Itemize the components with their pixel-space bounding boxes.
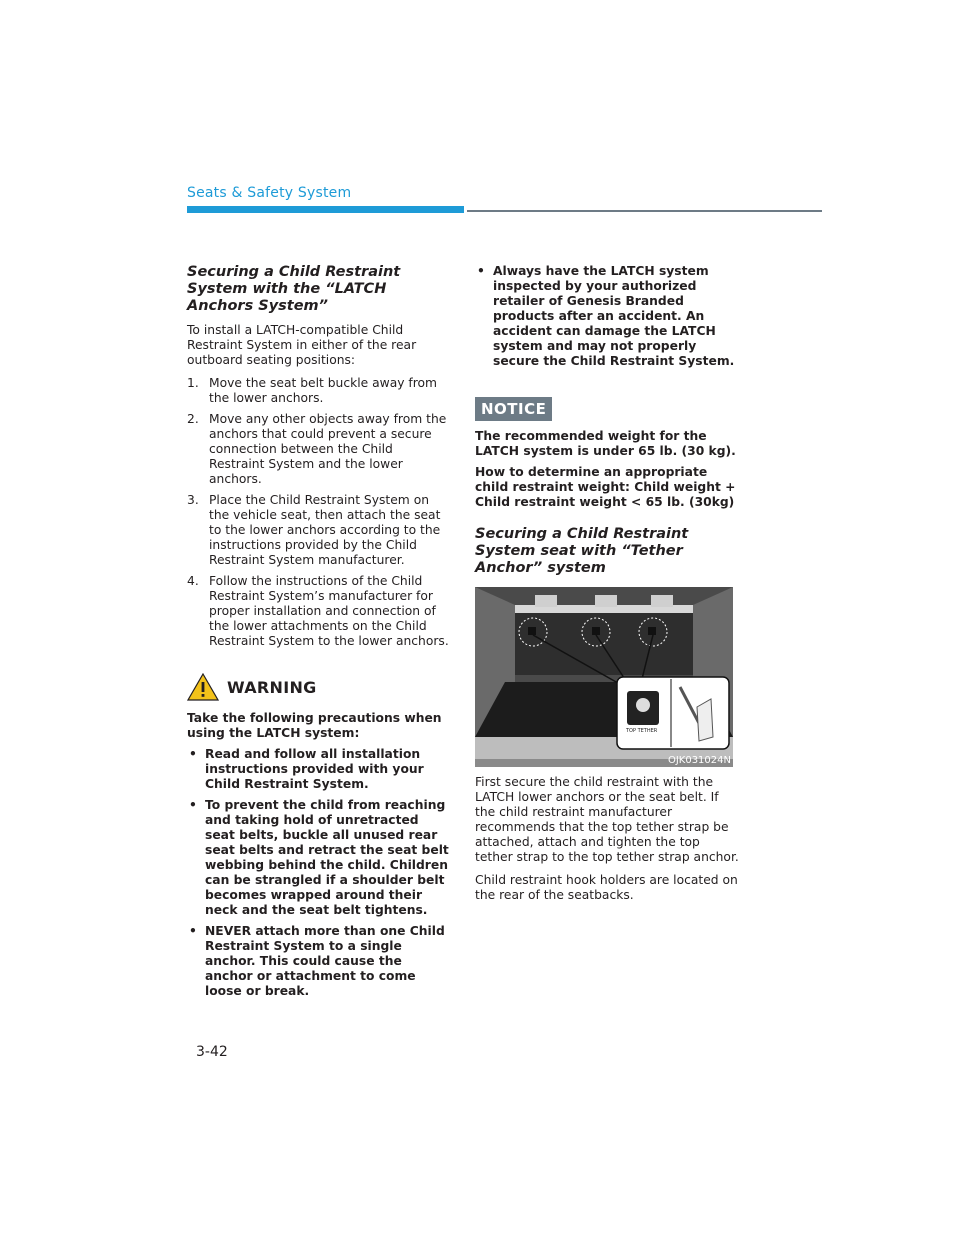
header-rule-thick (187, 206, 464, 213)
step-item (187, 574, 452, 649)
step-text: Follow the instructions of the Child Restraint System’s manufacturer for proper installation and connection of the lower attachments on the Child Restraint System to the lower anchors. (209, 574, 449, 648)
warning-bullet: • NEVER attach more than one Child Restraint System to a single anchor. This could cause the anchor or attachment to come loose or break. (187, 924, 452, 999)
latch-intro: To install a LATCH-compatible Child Restraint System in either of the rear outboard seating positions: (187, 323, 417, 367)
tether-heading: Securing a Child Restraint System seat with “Tether Anchor” system (475, 526, 689, 576)
tether-para-1: First secure the child restraint with the LATCH lower anchors or the seat belt. If the child restraint manufacturer recommends that the top tether strap be attached, attach and tighten the top tether strap to the top tether strap anchor. (475, 775, 739, 864)
step-number: 2. (187, 412, 199, 426)
step-item (187, 412, 452, 487)
warning-bullets (187, 747, 452, 999)
notice-formula: How to determine an appropriate child restraint weight: Child weight + Child restraint weight < 65 lb. (30kg) (475, 465, 736, 509)
warning-triangle-icon (187, 673, 219, 701)
step-number: 4. (187, 574, 199, 588)
step-number: 1. (187, 376, 199, 390)
tether-para-2: Child restraint hook holders are located on the rear of the seatbacks. (475, 873, 738, 902)
warning-intro: Take the following precautions when using the LATCH system: (187, 711, 442, 740)
right-column (475, 264, 740, 911)
warning-bullet: • To prevent the child from reaching and taking hold of unretracted seat belts, buckle all unused rear seat belts and retract the seat belt webbing behind the child. Children can be strangled if a shoulder belt becomes wrapped around their neck and the seat belt tightens. (187, 798, 452, 918)
latch-heading: Securing a Child Restraint System with the “LATCH Anchors System” (187, 264, 401, 314)
step-item (187, 493, 452, 568)
inset-label: TOP TETHER (626, 728, 658, 734)
warning-bullet: • Read and follow all installation instructions provided with your Child Restraint System. (187, 747, 452, 792)
cargo-area-illustration (475, 587, 733, 767)
notice-weight: The recommended weight for the LATCH system is under 65 lb. (30 kg). (475, 429, 736, 458)
latch-steps (187, 376, 452, 649)
step-item (187, 376, 452, 406)
warning-bullet: • Always have the LATCH system inspected by your authorized retailer of Genesis Branded products after an accident. An accident can damage the LATCH system and may not properly secure the Child Restraint System. (475, 264, 740, 369)
header-rule-thin (467, 210, 822, 212)
header-section-title: Seats & Safety System (187, 185, 352, 201)
step-number: 3. (187, 493, 199, 507)
step-text: Move any other objects away from the anchors that could prevent a secure connection between the Child Restraint System and the lower anchors. (209, 412, 447, 486)
photo-code: OJK031024N (667, 755, 731, 766)
page-number: 3-42 (196, 1044, 228, 1060)
warning-header (187, 673, 452, 701)
notice-badge: NOTICE (475, 397, 552, 421)
left-column (187, 264, 452, 1005)
step-text: Place the Child Restraint System on the vehicle seat, then attach the seat to the lower anchors according to the instructions provided by the Child Restraint System manufacturer. (209, 493, 441, 567)
warning-label: WARNING (227, 677, 317, 697)
warning-bullets-continued (475, 264, 740, 369)
step-text: Move the seat belt buckle away from the lower anchors. (209, 376, 438, 405)
cargo-tether-photo (475, 587, 733, 767)
